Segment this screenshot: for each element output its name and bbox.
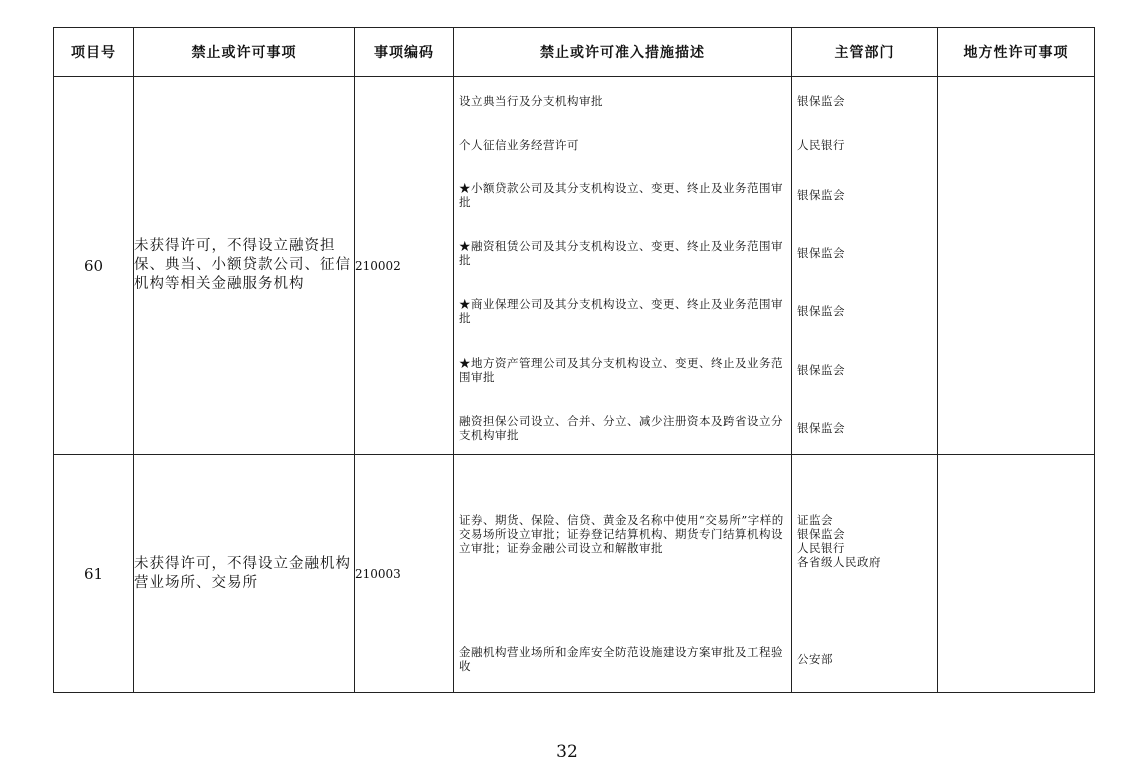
department: 银保监会: [797, 363, 845, 377]
item-description: 未获得许可，不得设立金融机构营业场所、交易所: [134, 455, 355, 693]
department: 银保监会: [797, 188, 845, 202]
item-number: 61: [54, 455, 134, 693]
measure-desc: ★小额贷款公司及其分支机构设立、变更、终止及业务范围审批: [459, 181, 783, 209]
measure-desc: 证券、期货、保险、信贷、黄金及名称中使用“交易所”字样的交易场所设立审批；证券登记结算机构、期货专门结算机构设立审批；证券金融公司设立和解散审批: [459, 513, 784, 555]
page-number: 32: [556, 742, 578, 762]
header-code: 事项编码: [355, 28, 454, 77]
item-description: 未获得许可，不得设立融资担保、典当、小额贷款公司、征信机构等相关金融服务机构: [134, 77, 355, 455]
local-permit-cell: [938, 77, 1095, 455]
measure-desc: 设立典当行及分支机构审批: [459, 94, 603, 108]
department: 银保监会: [797, 246, 845, 260]
header-department: 主管部门: [792, 28, 938, 77]
department-cell: [792, 77, 938, 455]
measures-cell: [454, 77, 792, 455]
measure-desc: 金融机构营业场所和金库安全防范设施建设方案审批及工程验收: [459, 645, 783, 673]
department: 人民银行: [797, 138, 845, 152]
item-code: 210003: [355, 455, 454, 693]
table-header-row: [54, 28, 1095, 77]
department: 证监会 银保监会 人民银行 各省级人民政府: [797, 513, 881, 569]
header-local-permit: 地方性许可事项: [938, 28, 1095, 77]
item-number: 60: [54, 77, 134, 455]
measure-desc: ★地方资产管理公司及其分支机构设立、变更、终止及业务范围审批: [459, 356, 783, 384]
measure-desc: 融资担保公司设立、合并、分立、减少注册资本及跨省设立分支机构审批: [459, 414, 783, 442]
department: 银保监会: [797, 421, 845, 435]
header-item-no: 项目号: [54, 28, 134, 77]
department: 公安部: [797, 652, 833, 666]
department: 银保监会: [797, 94, 845, 108]
permit-table: [53, 27, 1095, 693]
header-measure-desc: 禁止或许可准入措施描述: [454, 28, 792, 77]
local-permit-cell: [938, 455, 1095, 693]
table-row: [54, 455, 1095, 693]
measure-desc: 个人征信业务经营许可: [459, 138, 579, 152]
department-cell: [792, 455, 938, 693]
measure-desc: ★商业保理公司及其分支机构设立、变更、终止及业务范围审批: [459, 297, 783, 325]
table-row: [54, 77, 1095, 455]
measure-desc: ★融资租赁公司及其分支机构设立、变更、终止及业务范围审批: [459, 239, 783, 267]
measures-cell: [454, 455, 792, 693]
header-item: 禁止或许可事项: [134, 28, 355, 77]
item-code: 210002: [355, 77, 454, 455]
department: 银保监会: [797, 304, 845, 318]
